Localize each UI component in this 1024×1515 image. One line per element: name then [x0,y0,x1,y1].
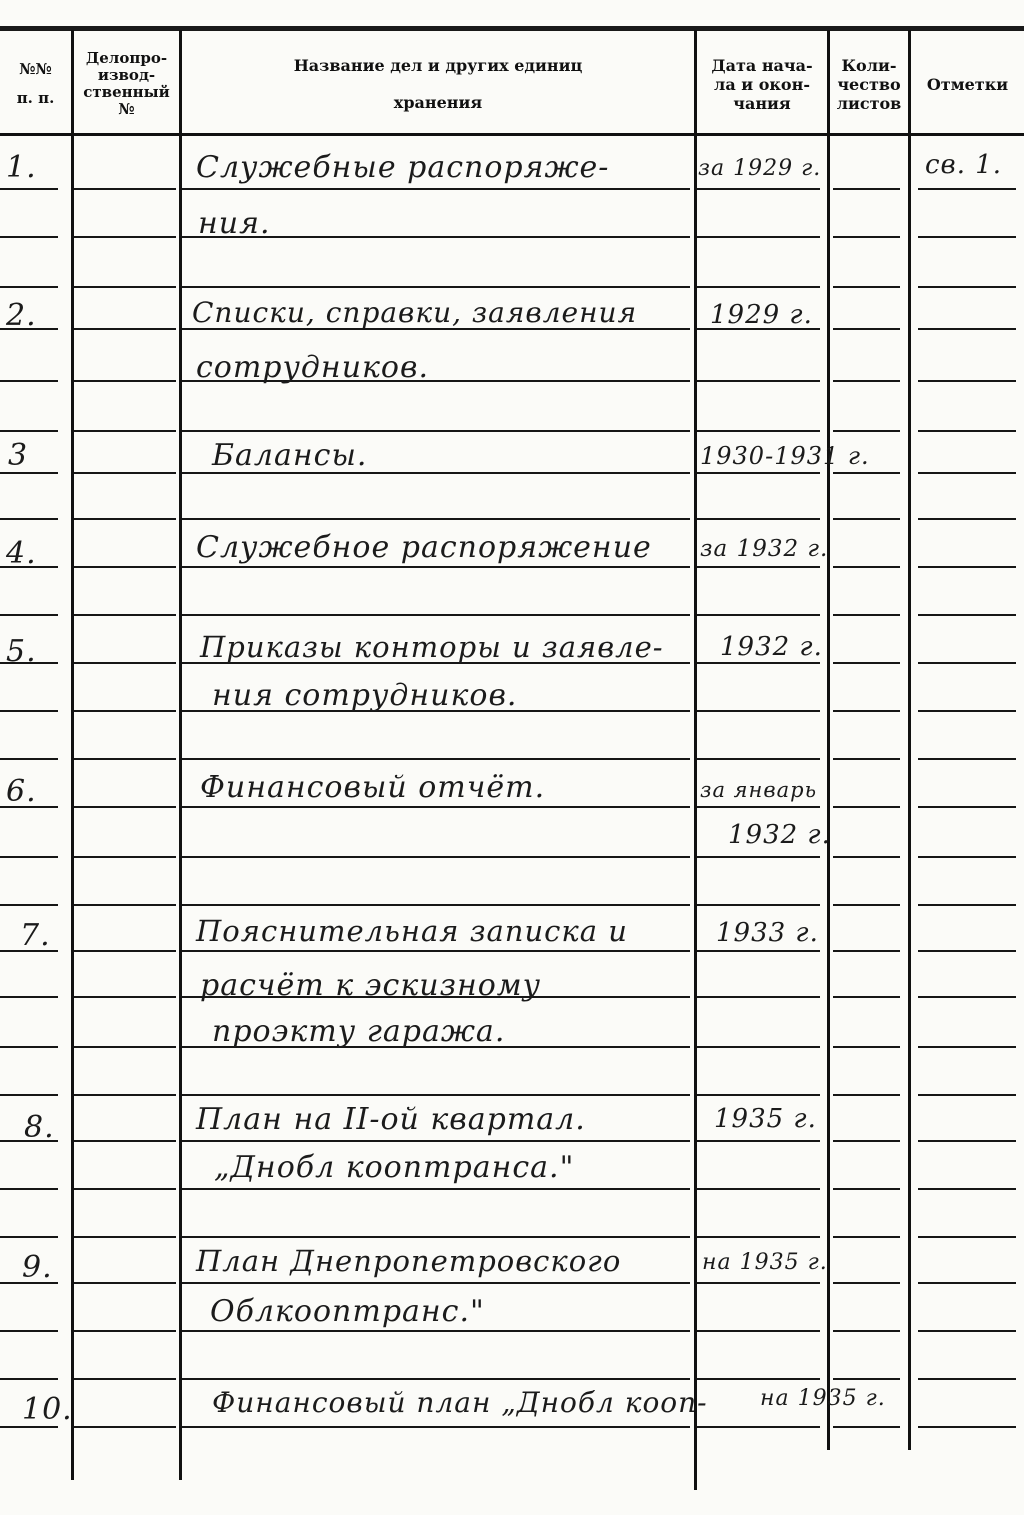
ruled-line [697,1378,820,1380]
ruled-line [918,710,1016,712]
ruled-line [918,1140,1016,1142]
ruled-line [918,1046,1016,1048]
ruled-line [833,1046,900,1048]
ruled-line [0,188,58,190]
ruled-line [74,472,176,474]
ruled-line [833,1094,900,1096]
ruled-line [74,518,176,520]
ruled-line [697,950,820,952]
row-number: 10. [22,1392,73,1427]
ruled-line [182,806,690,808]
row-title-line: „Днобл кооптранса." [214,1150,575,1185]
header-text: ла и окон- [714,74,810,94]
ruled-line [833,328,900,330]
header-text: Дата нача- [711,55,813,75]
ruled-line [697,1426,820,1428]
ruled-line [697,904,820,906]
ruled-line [833,1236,900,1238]
ruled-line [0,856,58,858]
ruled-line [74,1046,176,1048]
ruled-line [833,856,900,858]
ruled-line [74,1094,176,1096]
ruled-line [74,1236,176,1238]
ruled-line [918,430,1016,432]
row-date: за 1932 г. [700,536,829,562]
ruled-line [697,1330,820,1332]
ruled-line [74,1330,176,1332]
ruled-line [697,710,820,712]
ruled-line [74,806,176,808]
ruled-line [74,1140,176,1142]
ruled-line [833,1330,900,1332]
ruled-line [0,430,58,432]
row-date: за январь [700,778,818,802]
header-text: извод- [97,66,156,84]
row-title-line: Балансы. [212,438,368,473]
row-date: 1932 г. [728,820,831,850]
ruled-line [918,1094,1016,1096]
ruled-line [918,1378,1016,1380]
ruled-line [0,904,58,906]
header-marks [911,36,1024,132]
ruled-line [918,286,1016,288]
header-dates [697,36,827,132]
ruled-line [74,1426,176,1428]
ruled-line [182,1378,690,1380]
ruled-line [0,1188,58,1190]
ruled-line [918,806,1016,808]
ruled-line [833,1188,900,1190]
header-office-number [74,36,179,132]
row-title-line: Финансовый отчёт. [200,770,546,805]
row-title-line: сотрудников. [196,350,429,385]
row-date: 1935 г. [714,1104,817,1134]
row-title-line: План на II-ой квартал. [196,1102,586,1137]
ruled-line [74,286,176,288]
row-number: 7. [20,918,51,953]
ruled-line [74,380,176,382]
header-bottom-rule [0,133,1024,136]
ruled-line [918,856,1016,858]
header-title [182,36,694,132]
ruled-line [182,1140,690,1142]
row-date: за 1929 г. [698,156,822,181]
ruled-line [0,1046,58,1048]
ruled-line [918,1236,1016,1238]
header-text: Название дел и других единиц [293,56,583,75]
ruled-line [74,710,176,712]
ruled-line [697,1188,820,1190]
ruled-line [918,904,1016,906]
header-sheet-count [830,36,908,132]
ruled-line [182,614,690,616]
header-text: №№ [19,60,52,78]
row-title-line: Служебные распоряже- [196,150,610,185]
ruled-line [0,380,58,382]
ruled-line [697,856,820,858]
ruled-line [74,950,176,952]
row-title-line: ния сотрудников. [212,678,518,713]
column-divider [179,30,182,1480]
header-text: Отметки [926,74,1009,94]
ruled-line [697,1140,820,1142]
ruled-line [918,236,1016,238]
header-text: чания [733,93,791,113]
row-date: на 1935 г. [702,1250,828,1275]
row-title-line: Финансовый план „Днобл кооп- [212,1386,708,1419]
ruled-line [697,380,820,382]
ruled-line [74,1188,176,1190]
ruled-line [833,286,900,288]
ruled-line [833,518,900,520]
row-date: 1933 г. [716,918,819,948]
ruled-line [918,996,1016,998]
ruled-line [0,286,58,288]
ruled-line [918,472,1016,474]
ruled-line [833,188,900,190]
ruled-line [74,188,176,190]
ruled-line [697,1282,820,1284]
row-number: 6. [6,774,37,809]
ruled-line [833,904,900,906]
row-title-line: Приказы конторы и заявле- [200,630,664,664]
header-text: Коли- [841,55,897,75]
ruled-line [182,1188,690,1190]
top-border [0,26,1024,31]
row-title-line: ния. [198,206,271,241]
ruled-line [918,758,1016,760]
ruled-line [0,236,58,238]
ruled-line [833,758,900,760]
header-text: № [118,100,135,118]
ruled-line [0,1378,58,1380]
ruled-line [182,1282,690,1284]
row-title-line: План Днепропетровского [196,1244,622,1278]
ruled-line [74,856,176,858]
ruled-line [833,1282,900,1284]
ruled-line [74,328,176,330]
ruled-line [918,188,1016,190]
ruled-line [697,1236,820,1238]
ruled-line [833,950,900,952]
row-mark: св. 1. [925,150,1003,180]
ruled-line [697,662,820,664]
column-divider [827,30,830,1450]
ruled-line [0,1094,58,1096]
ruled-line [833,236,900,238]
ruled-line [74,662,176,664]
ruled-line [697,188,820,190]
ruled-line [0,758,58,760]
ruled-line [833,996,900,998]
row-number: 3 [8,438,29,473]
ruled-line [697,614,820,616]
ruled-line [918,1330,1016,1332]
ruled-line [182,518,690,520]
ruled-line [918,1426,1016,1428]
ruled-line [697,518,820,520]
ruled-line [74,1378,176,1380]
ruled-line [74,996,176,998]
ruled-line [833,806,900,808]
ruled-line [0,1236,58,1238]
ruled-line [833,1378,900,1380]
ruled-line [918,614,1016,616]
ruled-line [697,1094,820,1096]
ruled-line [697,1046,820,1048]
row-number: 5. [6,634,37,669]
ruled-line [833,662,900,664]
ruled-line [697,566,820,568]
header-text: хранения [393,93,483,112]
ruled-line [918,328,1016,330]
ruled-line [697,996,820,998]
ruled-line [918,566,1016,568]
row-number: 2. [6,298,37,333]
header-text: листов [836,93,902,113]
ruled-line [182,904,690,906]
ruled-line [74,430,176,432]
ruled-line [182,188,690,190]
ruled-line [918,1188,1016,1190]
header-text: п. п. [16,89,55,107]
row-number: 1. [6,150,37,185]
ruled-line [833,380,900,382]
ruled-line [74,614,176,616]
header-text: ственный [83,83,170,101]
ruled-line [918,1282,1016,1284]
header-text: чество [837,74,901,94]
ruled-line [697,236,820,238]
row-date: 1930-1931 г. [700,442,870,470]
ruled-line [697,430,820,432]
row-date: 1932 г. [720,632,823,662]
ruled-line [918,662,1016,664]
ruled-line [697,806,820,808]
column-divider [908,30,911,1450]
row-title-line: Служебное распоряжение [196,530,652,565]
ruled-line [833,710,900,712]
ruled-line [0,710,58,712]
ruled-line [697,758,820,760]
ruled-line [0,614,58,616]
ruled-line [833,1426,900,1428]
ruled-line [74,758,176,760]
header-text: Делопро- [85,49,168,67]
ruled-line [833,1140,900,1142]
ruled-line [0,518,58,520]
ruled-line [697,286,820,288]
ruled-line [182,1330,690,1332]
ruled-line [182,1236,690,1238]
header-num [0,36,71,132]
ruled-line [74,1282,176,1284]
ruled-line [697,472,820,474]
ruled-line [833,472,900,474]
ruled-line [182,430,690,432]
row-title-line: Пояснительная записка и [196,914,628,948]
ruled-line [182,566,690,568]
ruled-line [182,856,690,858]
ruled-line [182,1094,690,1096]
ruled-line [74,904,176,906]
row-date: на 1935 г. [760,1386,886,1411]
row-title-line: Облкооптранс." [210,1294,485,1329]
row-number: 9. [22,1250,53,1285]
row-number: 4. [6,536,37,571]
column-divider [694,30,697,1490]
ruled-line [833,430,900,432]
ruled-line [833,566,900,568]
ruled-line [182,950,690,952]
ruled-line [918,380,1016,382]
row-title-line: проэкту гаража. [212,1014,506,1049]
ruled-line [182,1426,690,1428]
ruled-line [74,566,176,568]
ruled-line [182,286,690,288]
row-number: 8. [24,1110,55,1145]
ruled-line [918,950,1016,952]
ruled-line [833,614,900,616]
column-divider [71,30,74,1480]
row-title-line: Списки, справки, заявления [192,296,638,329]
row-date: 1929 г. [710,300,813,330]
ruled-line [0,996,58,998]
row-title-line: расчёт к эскизному [200,968,542,1003]
ruled-line [0,1330,58,1332]
ruled-line [918,518,1016,520]
ruled-line [182,758,690,760]
ruled-line [74,236,176,238]
